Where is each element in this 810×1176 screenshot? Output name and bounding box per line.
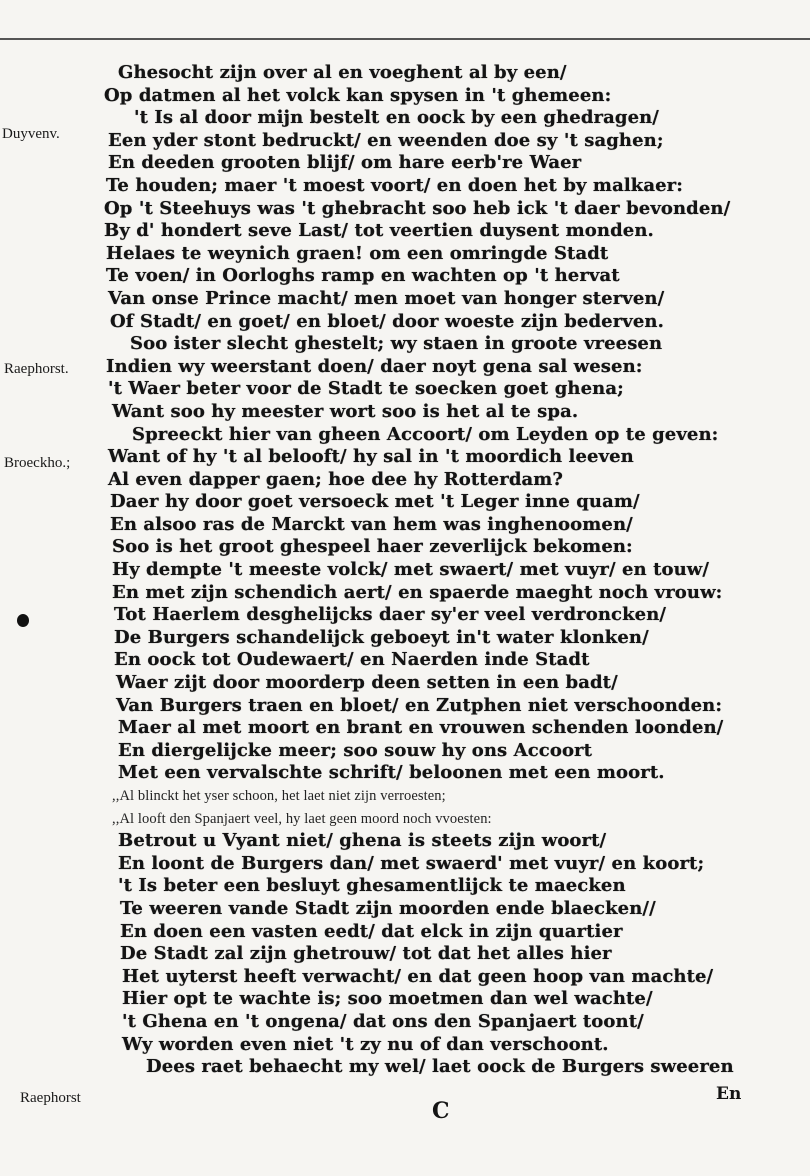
verse-text-block [104, 62, 804, 1079]
verse-line: Het uyterst heeft verwacht/ en dat geen hoop van machte/ [122, 965, 714, 987]
verse-line: Want soo hy meester wort soo is het al te spa. [112, 400, 579, 422]
verse-line: Te voen/ in Oorloghs ramp en wachten op 't hervat [106, 265, 620, 287]
speaker-label-broeckho: Broeckho.; [4, 455, 71, 471]
verse-line: De Stadt zal zijn ghetrouw/ tot dat het alles hier [120, 943, 612, 965]
speaker-label-raephorst: Raephorst. [4, 361, 69, 377]
verse-line: Daer hy door goet versoeck met 't Leger inne quam/ [110, 491, 640, 513]
verse-line: Waer zijt door moorderp deen setten in een badt/ [116, 672, 618, 694]
verse-line: By d' hondert seve Last/ tot veertien duysent monden. [104, 220, 654, 242]
verse-line: Op 't Steehuys was 't ghebracht soo heb ick 't daer bevonden/ [104, 197, 731, 219]
verse-line: En doen een vasten eedt/ dat elck in zijn quartier [120, 920, 623, 942]
verse-line: Hy dempte 't meeste volck/ met swaert/ met vuyr/ en touw/ [112, 559, 710, 581]
verse-line: Tot Haerlem desghelijcks daer sy'er veel verdroncken/ [114, 604, 667, 626]
verse-line: Op datmen al het volck kan spysen in 't ghemeen: [104, 84, 612, 106]
verse-line: Soo ister slecht ghestelt; wy staen in groote vreesen [130, 333, 663, 355]
verse-line: 't Is al door mijn bestelt en oock by een ghedragen/ [134, 107, 659, 129]
verse-line: Te houden; maer 't moest voort/ en doen het by malkaer: [106, 174, 683, 196]
verse-line: En deeden grooten blijf/ om hare eerb're Waer [108, 152, 582, 174]
signature-mark: C [432, 1098, 450, 1124]
verse-line: En loont de Burgers dan/ met swaerd' met vuyr/ en koort; [118, 852, 705, 874]
verse-line: Ghesocht zijn over al en voeghent al by een/ [118, 62, 567, 83]
verse-line: Of Stadt/ en goet/ en bloet/ door woeste zijn bederven. [110, 310, 664, 332]
verse-line: Van onse Prince macht/ men moet van honger sterven/ [108, 287, 665, 309]
verse-line: De Burgers schandelijck geboeyt in't water klonken/ [114, 626, 649, 648]
verse-line-roman: ,,Al looft den Spanjaert veel, hy laet geen moord noch vvoesten: [112, 810, 492, 827]
verse-line: Dees raet behaecht my wel/ laet oock de Burgers sweeren [146, 1056, 734, 1078]
speaker-label-raephorst-2: Raephorst [20, 1090, 81, 1106]
verse-line: 't Waer beter voor de Stadt te soecken goet ghena; [108, 378, 624, 400]
verse-line: Want of hy 't al belooft/ hy sal in 't moordich leeven [108, 446, 634, 468]
speaker-label-duyvenv: Duyvenv. [2, 126, 60, 142]
verse-line: En alsoo ras de Marckt van hem was inghenoomen/ [110, 513, 633, 535]
verse-line: Soo is het groot ghespeel haer zeverlijck bekomen: [112, 536, 633, 558]
verse-line: Helaes te weynich graen! om een omringde Stadt [106, 242, 609, 264]
verse-line: Spreeckt hier van gheen Accoort/ om Leyden op te geven: [132, 423, 719, 445]
verse-line: En oock tot Oudewaert/ en Naerden inde Stadt [114, 649, 590, 671]
verse-line: En diergelijcke meer; soo souw hy ons Accoort [118, 739, 593, 761]
verse-line: Te weeren vande Stadt zijn moorden ende blaecken// [120, 897, 656, 919]
verse-line: Al even dapper gaen; hoe dee hy Rotterdam? [108, 468, 564, 490]
top-rule [0, 38, 810, 40]
catchword: En [716, 1084, 742, 1104]
verse-line: Wy worden even niet 't zy nu of dan verschoont. [122, 1033, 609, 1055]
verse-line: 't Ghena en 't ongena/ dat ons den Spanjaert toont/ [122, 1010, 644, 1032]
verse-line: Een yder stont bedruckt/ en weenden doe sy 't saghen; [108, 129, 664, 151]
verse-line: En met zijn schendich aert/ en spaerde maeght noch vrouw: [112, 581, 723, 603]
verse-line: Van Burgers traen en bloet/ en Zutphen niet verschoonden: [116, 694, 723, 716]
verse-line: Maer al met moort en brant en vrouwen schenden loonden/ [118, 717, 724, 739]
verse-line: Indien wy weerstant doen/ daer noyt gena sal wesen: [106, 355, 643, 377]
verse-line: Hier opt te wachte is; soo moetmen dan wel wachte/ [122, 988, 653, 1010]
verse-line: Betrout u Vyant niet/ ghena is steets zijn woort/ [118, 830, 607, 852]
verse-line: Met een vervalschte schrift/ beloonen met een moort. [118, 762, 665, 784]
verse-line: 't Is beter een besluyt ghesamentlijck te maecken [118, 875, 626, 897]
verse-line-roman: ,,Al blinckt het yser schoon, het laet niet zijn verroesten; [112, 788, 446, 804]
ink-blot-mark [17, 614, 29, 627]
